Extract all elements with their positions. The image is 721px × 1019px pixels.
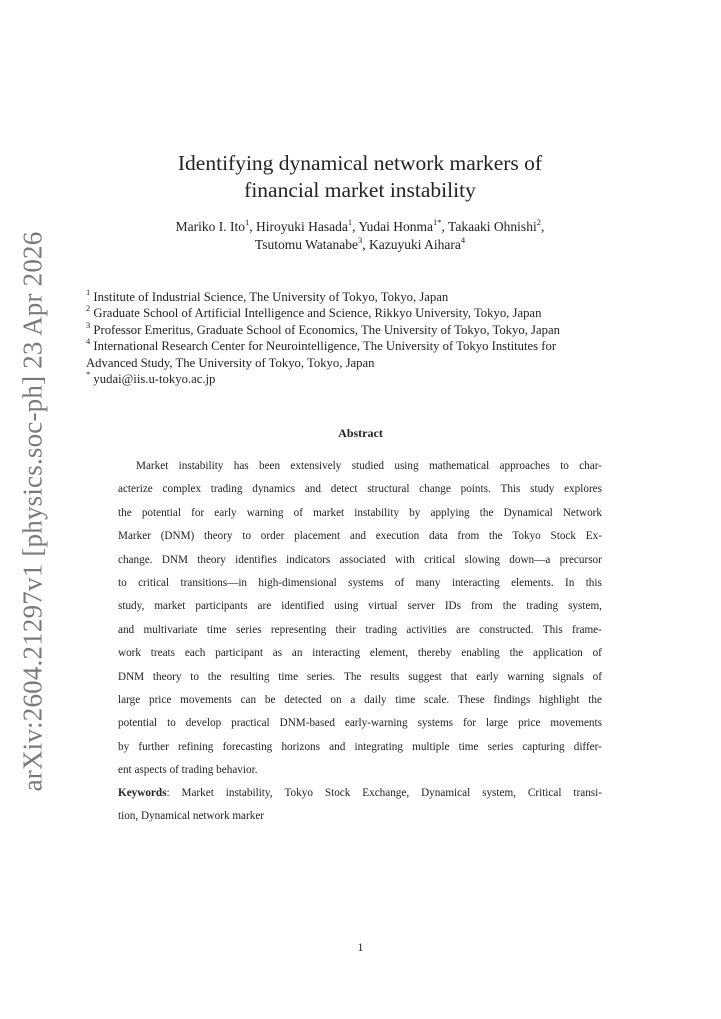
abstract-line: to critical transitions—in high-dimensional systems of many interacting elements. In this bbox=[118, 577, 602, 590]
author-affiliation-mark: 1 bbox=[347, 216, 353, 227]
author-affiliation-mark: 1 bbox=[245, 216, 250, 227]
author-name: Takaaki Ohnishi bbox=[448, 219, 537, 234]
author-line-2 bbox=[80, 236, 640, 254]
abstract-line: ent aspects of trading behavior. bbox=[118, 764, 258, 777]
affiliation-list bbox=[86, 286, 646, 387]
abstract-line: large price movements can be detected on a daily time scale. These findings highlight the bbox=[118, 694, 602, 707]
affiliation-line bbox=[86, 319, 646, 338]
affiliation-line bbox=[86, 355, 646, 371]
affiliation-mark: 4 bbox=[86, 335, 91, 346]
arxiv-sidebar bbox=[2, 231, 64, 791]
author-affiliation-mark: 3 bbox=[357, 234, 363, 245]
abstract-line: DNM theory to the resulting time series. The results suggest that early warning signals of bbox=[118, 670, 602, 683]
keywords-line-1: Keywords: Market instability, Tokyo Stock Exchange, Dynamical system, Critical transi- bbox=[118, 787, 602, 799]
author-separator: , bbox=[249, 219, 257, 234]
abstract-body bbox=[118, 455, 602, 783]
author-name: Yudai Honma bbox=[358, 219, 434, 234]
arxiv-identifier: arXiv:2604.21297v1 [physics.soc-ph] 23 Apr 2026 bbox=[17, 231, 48, 791]
author-name: Tsutomu Watanabe bbox=[254, 237, 358, 252]
abstract-line: change. DNM theory identifies indicators associated with critical slowing down—a precursor bbox=[118, 553, 602, 566]
abstract-line: Market instability has been extensively studied using mathematical approaches to char- bbox=[136, 460, 602, 472]
abstract-heading: Abstract bbox=[338, 426, 383, 440]
affiliation-line bbox=[86, 305, 646, 321]
affiliation-text: Professor Emeritus, Graduate School of Economics, The University of Tokyo, Tokyo, Japan bbox=[93, 322, 560, 337]
affiliation-text: yudai@iis.u-tokyo.ac.jp bbox=[93, 372, 216, 387]
affiliation-text: Institute of Industrial Science, The University of Tokyo, Tokyo, Japan bbox=[93, 290, 449, 304]
keywords-line-2 bbox=[118, 805, 602, 828]
author-separator: , bbox=[362, 237, 369, 252]
author-name: Mariko I. Ito bbox=[175, 219, 246, 234]
abstract-line: study, market participants are identified using virtual server IDs from the trading system, bbox=[118, 600, 602, 613]
author-name: Kazuyuki Aihara bbox=[368, 237, 461, 252]
author-list bbox=[80, 218, 640, 254]
affiliation-mark: 2 bbox=[86, 303, 91, 314]
affiliation-line bbox=[86, 368, 646, 387]
keywords-block bbox=[118, 782, 602, 829]
affiliation-mark: * bbox=[86, 368, 91, 379]
affiliation-mark: 3 bbox=[86, 319, 91, 330]
title-line-2: financial market instability bbox=[244, 178, 476, 202]
abstract-line: by further refining forecasting horizons and integrating multiple time series capturing differ- bbox=[118, 740, 602, 753]
affiliation-text: Advanced Study, The University of Tokyo, Tokyo, Japan bbox=[86, 355, 375, 370]
affiliation-text: Graduate School of Artificial Intelligence and Science, Rikkyo University, Tokyo, Japan bbox=[93, 306, 542, 321]
author-separator: , bbox=[540, 219, 545, 234]
page-number: 1 bbox=[357, 940, 364, 954]
author-separator: , bbox=[441, 219, 449, 234]
author-affiliation-mark: 1* bbox=[433, 216, 442, 227]
abstract-line: potential to develop practical DNM-based early-warning systems for large price movements bbox=[118, 717, 602, 730]
author-affiliation-mark: 2 bbox=[536, 216, 541, 227]
affiliation-text: International Research Center for Neurointelligence, The University of Tokyo Institutes for bbox=[93, 339, 557, 354]
affiliation-mark: 1 bbox=[86, 286, 91, 297]
author-name: Hiroyuki Hasada bbox=[256, 219, 348, 234]
title-line-1: Identifying dynamical network markers of bbox=[177, 151, 543, 175]
abstract-line: Marker (DNM) theory to order placement and execution data from the Tokyo Stock Ex- bbox=[118, 530, 602, 543]
keywords-continuation: tion, Dynamical network marker bbox=[118, 810, 265, 823]
abstract-line: acterize complex trading dynamics and detect structural change points. This study explores bbox=[118, 483, 602, 496]
paper-title bbox=[90, 150, 630, 204]
author-separator: , bbox=[352, 219, 359, 234]
abstract-line: the potential for early warning of market instability by applying the Dynamical Network bbox=[118, 506, 602, 519]
affiliation-line bbox=[86, 335, 646, 354]
keywords-label: Keywords bbox=[118, 787, 167, 799]
author-affiliation-mark: 4 bbox=[460, 234, 466, 245]
abstract-line: and multivariate time series representing their trading activities are constructed. This frame- bbox=[118, 623, 602, 636]
affiliation-line bbox=[86, 286, 646, 305]
abstract-line: work treats each participant as an interacting element, thereby enabling the application of bbox=[118, 647, 602, 660]
author-line-1 bbox=[80, 218, 640, 236]
